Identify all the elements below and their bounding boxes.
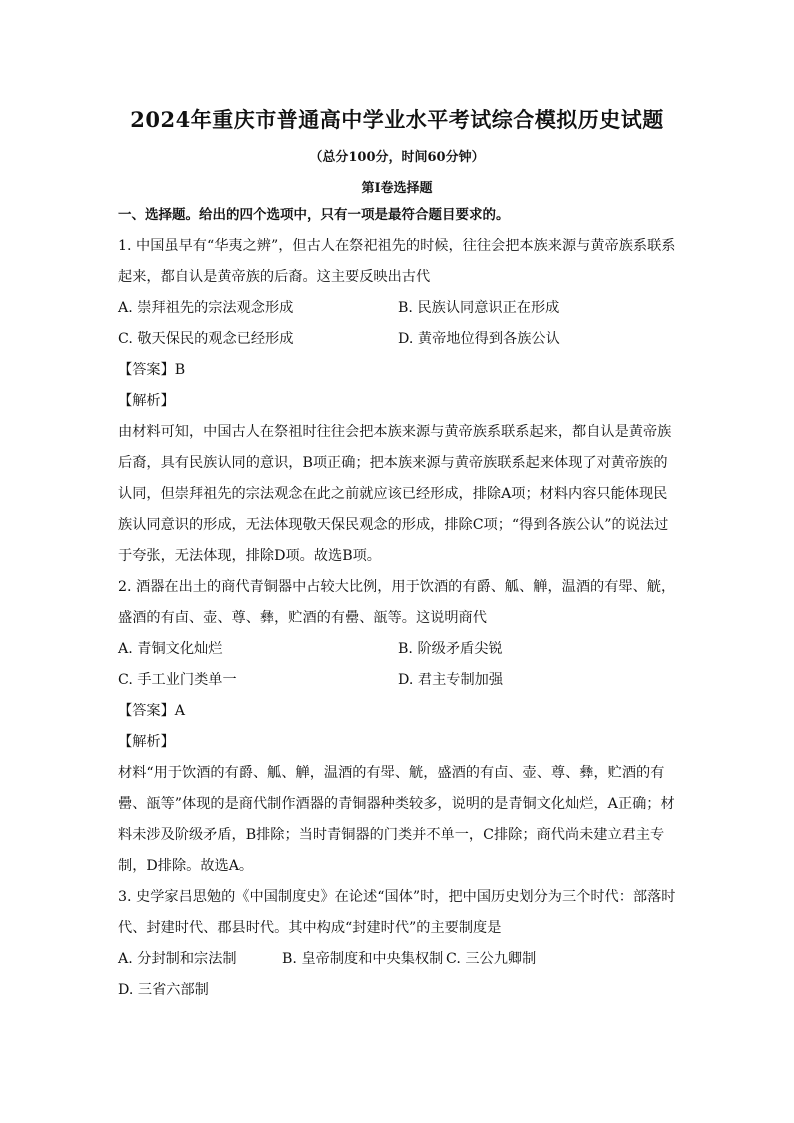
- question-2-analysis: 材料“用于饮酒的有爵、觚、觯，温酒的有斝、觥，盛酒的有卣、壶、尊、彝，贮酒的有罍、瓿等”体现的是商代制作酒器的青铜器种类较多，说明的是青铜文化灿烂，A正确；材料未涉及阶级矛盾，B排除；当时青铜器的门类并不单一，C排除；商代尚未建立君主专制，D排除。故选A。: [118, 765, 675, 874]
- question-2-answer: 【答案】A: [118, 703, 185, 719]
- option-a: A. 分封制和宗法制: [118, 951, 237, 967]
- option-b: B. 阶级矛盾尖锐: [398, 641, 503, 657]
- option-b: B. 皇帝制度和中央集权制: [282, 951, 444, 967]
- option-b: B. 民族认同意识正在形成: [398, 300, 560, 316]
- exam-body: [118, 200, 678, 1006]
- option-d: D. 君主专制加强: [398, 672, 504, 688]
- question-2-options: [118, 634, 678, 696]
- option-c: C. 敬天保民的观念已经形成: [118, 331, 294, 347]
- exam-info: （总分100分，时间60分钟）: [309, 150, 485, 165]
- option-d: D. 三省六部制: [118, 982, 209, 998]
- option-d: D. 黄帝地位得到各族公认: [398, 331, 560, 347]
- option-a: A. 崇拜祖先的宗法观念形成: [118, 300, 294, 316]
- question-2-analysis-label: 【解析】: [118, 734, 175, 750]
- question-1-options: [118, 293, 678, 355]
- option-c: C. 三公九卿制: [446, 951, 537, 967]
- question-1-analysis: 由材料可知，中国古人在祭祖时往往会把本族来源与黄帝族系联系起来，都自认是黄帝族后裔，具有民族认同的意识，B项正确；把本族来源与黄帝族联系起来体现了对黄帝族的认同，但崇拜祖先的宗法观念在此之前就应该已经形成，排除A项；材料内容只能体现民族认同意识的形成，无法体现敬天保民观念的形成，排除C项；“得到各族公认”的说法过于夸张，无法体现，排除D项。故选B项。: [118, 424, 672, 564]
- question-3-options: [118, 944, 678, 1006]
- section-heading: 第I卷选择题: [361, 181, 433, 196]
- question-1-answer: 【答案】B: [118, 362, 186, 378]
- question-1-stem: 1. 中国虽早有“华夷之辨”，但古人在祭祀祖先的时候，往往会把本族来源与黄帝族系联系起来，都自认是黄帝族的后裔。这主要反映出古代: [118, 238, 676, 285]
- option-a: A. 青铜文化灿烂: [118, 641, 223, 657]
- question-1-analysis-label: 【解析】: [118, 393, 175, 409]
- option-c: C. 手工业门类单一: [118, 672, 237, 688]
- question-3-stem: 3. 史学家吕思勉的《中国制度史》在论述“国体”时，把中国历史划分为三个时代：部落时代、封建时代、郡县时代。其中构成“封建时代”的主要制度是: [118, 889, 676, 936]
- page-title: 2024年重庆市普通高中学业水平考试综合模拟历史试题: [130, 107, 664, 132]
- section-instructions: 一、选择题。给出的四个选项中，只有一项是最符合题目要求的。: [118, 207, 510, 223]
- question-2-stem: 2. 酒器在出土的商代青铜器中占较大比例，用于饮酒的有爵、觚、觯，温酒的有斝、觥，盛酒的有卣、壶、尊、彝，贮酒的有罍、瓿等。这说明商代: [118, 579, 676, 626]
